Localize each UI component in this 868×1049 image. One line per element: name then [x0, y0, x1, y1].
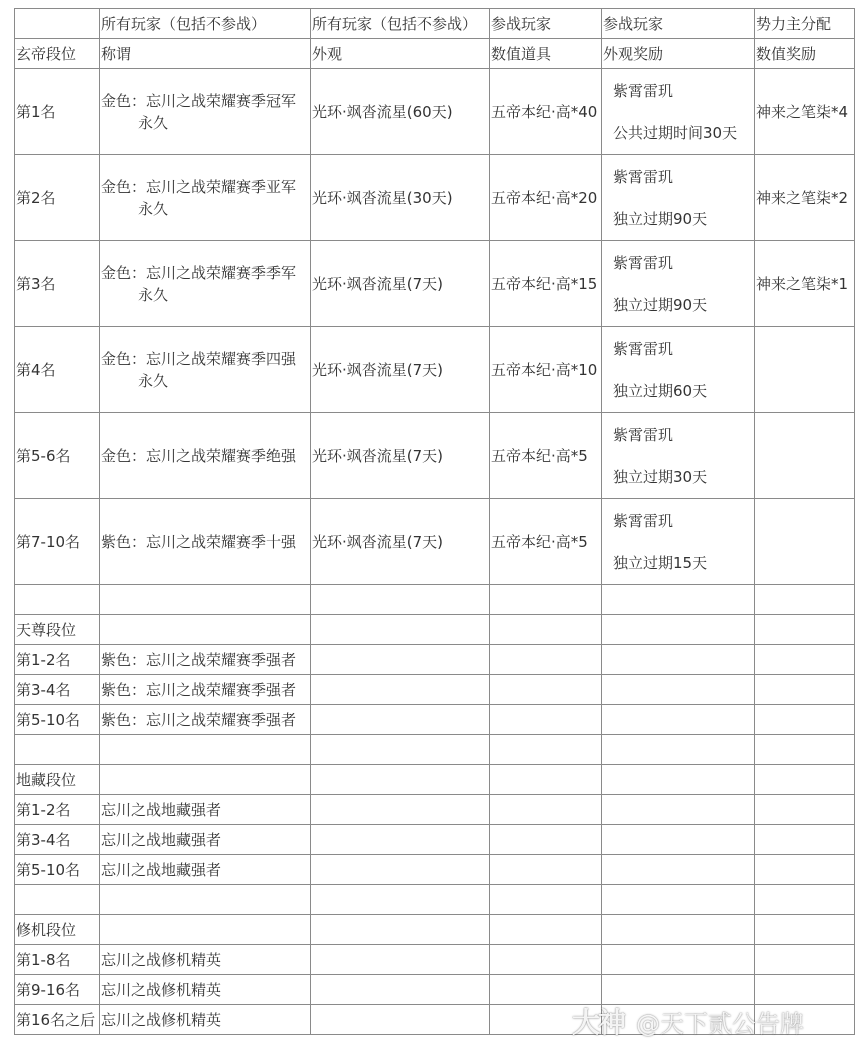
item-cell: 五帝本纪·高*5	[490, 499, 602, 585]
header-row-1	[15, 9, 855, 39]
table-row	[15, 645, 855, 675]
title-cell: 金色：忘川之战荣耀赛季季军 永久	[100, 241, 311, 327]
header-cell: 参战玩家	[490, 9, 602, 39]
reward-cell: 紫霄雷玑 独立过期90天	[602, 241, 755, 327]
table-row	[15, 69, 855, 155]
table-row	[15, 705, 855, 735]
section-heading-row	[15, 765, 855, 795]
appearance-cell: 光环·飒沓流星(30天)	[311, 155, 490, 241]
title-cell: 金色：忘川之战荣耀赛季冠军 永久	[100, 69, 311, 155]
lord-reward-cell	[755, 499, 855, 585]
table-row	[15, 499, 855, 585]
table-row	[15, 675, 855, 705]
rank-cell: 第5-6名	[15, 413, 100, 499]
title-cell: 金色：忘川之战荣耀赛季四强 永久	[100, 327, 311, 413]
lord-reward-cell: 神来之笔柒*4	[755, 69, 855, 155]
lord-reward-cell: 神来之笔柒*1	[755, 241, 855, 327]
item-cell: 五帝本纪·高*20	[490, 155, 602, 241]
title-cell: 金色：忘川之战荣耀赛季绝强	[100, 413, 311, 499]
rank-cell: 第3-4名	[15, 675, 100, 705]
rank-cell: 第1名	[15, 69, 100, 155]
appearance-cell: 光环·飒沓流星(60天)	[311, 69, 490, 155]
section-heading: 地藏段位	[15, 765, 100, 795]
header-cell	[15, 9, 100, 39]
table-row	[15, 327, 855, 413]
rank-cell: 第5-10名	[15, 705, 100, 735]
lord-reward-cell	[755, 413, 855, 499]
header-cell: 参战玩家	[602, 9, 755, 39]
spacer-row	[15, 585, 855, 615]
title-cell: 金色：忘川之战荣耀赛季亚军 永久	[100, 155, 311, 241]
item-cell: 五帝本纪·高*15	[490, 241, 602, 327]
section-heading: 修机段位	[15, 915, 100, 945]
table-row	[15, 945, 855, 975]
column-header-appearance: 外观	[311, 39, 490, 69]
rank-cell: 第1-2名	[15, 645, 100, 675]
appearance-cell: 光环·飒沓流星(7天)	[311, 499, 490, 585]
title-cell: 忘川之战修机精英	[100, 945, 311, 975]
item-cell: 五帝本纪·高*5	[490, 413, 602, 499]
section-heading-row	[15, 915, 855, 945]
title-cell: 紫色：忘川之战荣耀赛季强者	[100, 675, 311, 705]
table-row	[15, 825, 855, 855]
header-row-2	[15, 39, 855, 69]
spacer-row	[15, 885, 855, 915]
rank-cell: 第4名	[15, 327, 100, 413]
title-cell: 紫色：忘川之战荣耀赛季强者	[100, 645, 311, 675]
reward-cell: 紫霄雷玑 公共过期时间30天	[602, 69, 755, 155]
watermark-handle: @天下贰公告牌	[636, 1009, 805, 1038]
title-cell: 忘川之战地藏强者	[100, 855, 311, 885]
column-header-title: 称谓	[100, 39, 311, 69]
reward-cell: 紫霄雷玑 独立过期60天	[602, 327, 755, 413]
column-header-items: 数值道具	[490, 39, 602, 69]
table-row	[15, 795, 855, 825]
column-header-tier: 玄帝段位	[15, 39, 100, 69]
column-header-appearance-reward: 外观奖励	[602, 39, 755, 69]
rank-cell: 第16名之后	[15, 1005, 100, 1035]
rank-cell: 第1-8名	[15, 945, 100, 975]
rank-cell: 第1-2名	[15, 795, 100, 825]
watermark-logo: 大神	[572, 1006, 625, 1039]
section-heading: 天尊段位	[15, 615, 100, 645]
reward-cell: 紫霄雷玑 独立过期15天	[602, 499, 755, 585]
section-heading-row	[15, 615, 855, 645]
header-cell: 所有玩家（包括不参战）	[311, 9, 490, 39]
appearance-cell: 光环·飒沓流星(7天)	[311, 241, 490, 327]
appearance-cell: 光环·飒沓流星(7天)	[311, 327, 490, 413]
reward-cell: 紫霄雷玑 独立过期90天	[602, 155, 755, 241]
title-cell: 忘川之战地藏强者	[100, 795, 311, 825]
rank-cell: 第2名	[15, 155, 100, 241]
rank-cell: 第7-10名	[15, 499, 100, 585]
title-cell: 紫色：忘川之战荣耀赛季强者	[100, 705, 311, 735]
table-row	[15, 413, 855, 499]
title-cell: 忘川之战修机精英	[100, 1005, 311, 1035]
lord-reward-cell: 神来之笔柒*2	[755, 155, 855, 241]
watermark	[572, 998, 804, 1044]
reward-cell: 紫霄雷玑 独立过期30天	[602, 413, 755, 499]
table-row	[15, 855, 855, 885]
header-cell: 势力主分配	[755, 9, 855, 39]
rank-cell: 第5-10名	[15, 855, 100, 885]
rank-cell: 第3-4名	[15, 825, 100, 855]
appearance-cell: 光环·飒沓流星(7天)	[311, 413, 490, 499]
item-cell: 五帝本纪·高*10	[490, 327, 602, 413]
title-cell: 紫色：忘川之战荣耀赛季十强	[100, 499, 311, 585]
header-cell: 所有玩家（包括不参战）	[100, 9, 311, 39]
table-row	[15, 241, 855, 327]
rewards-table	[14, 8, 855, 1035]
rank-cell: 第3名	[15, 241, 100, 327]
title-cell: 忘川之战修机精英	[100, 975, 311, 1005]
item-cell: 五帝本纪·高*40	[490, 69, 602, 155]
lord-reward-cell	[755, 327, 855, 413]
column-header-value-reward: 数值奖励	[755, 39, 855, 69]
title-cell: 忘川之战地藏强者	[100, 825, 311, 855]
table-row	[15, 155, 855, 241]
rank-cell: 第9-16名	[15, 975, 100, 1005]
spacer-row	[15, 735, 855, 765]
